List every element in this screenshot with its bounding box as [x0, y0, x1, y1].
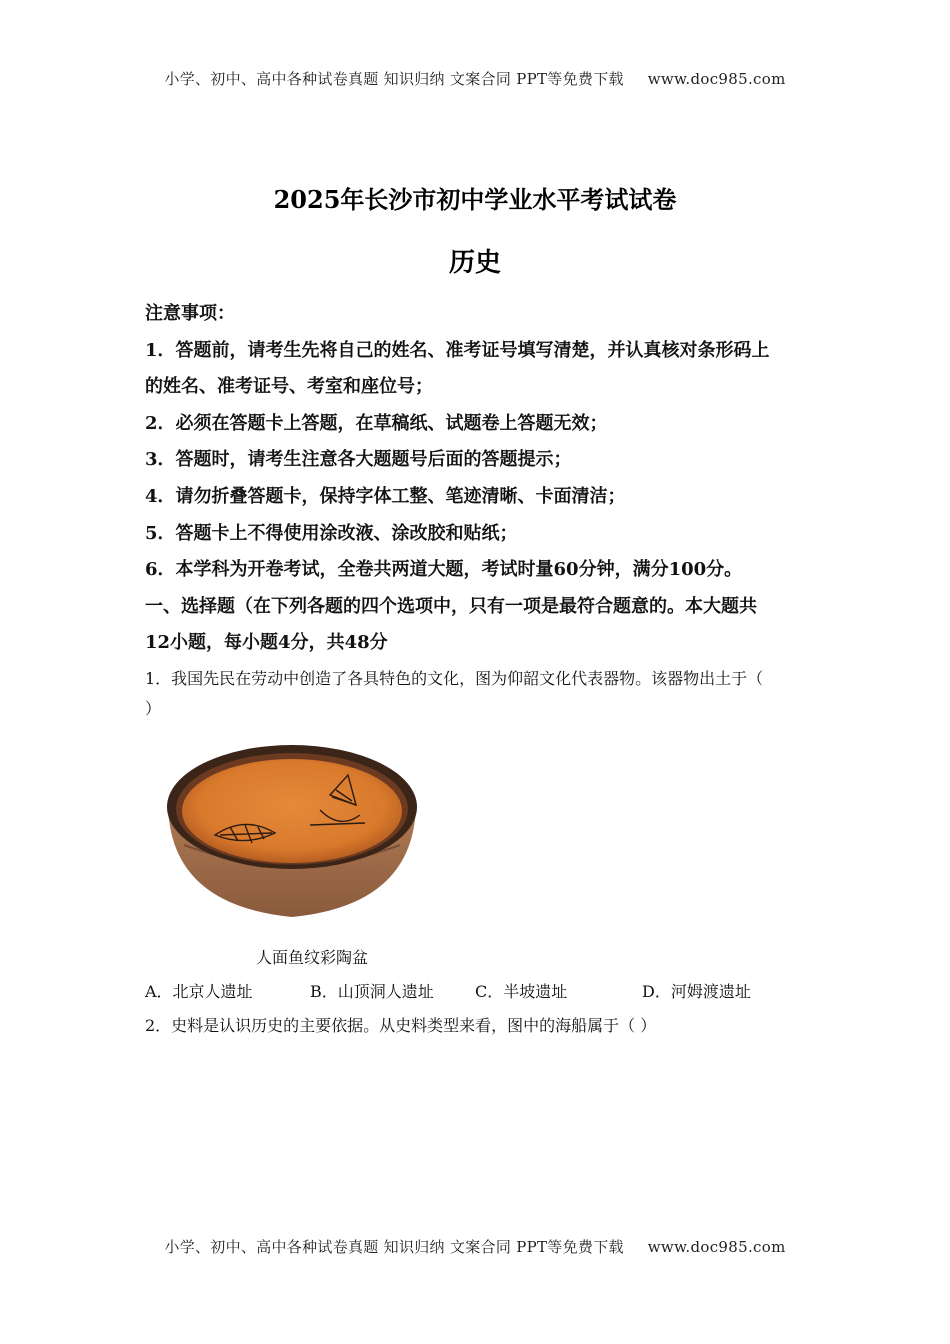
section-heading-line1: 一、选择题（在下列各题的四个选项中，只有一项是最符合题意的。本大题共 — [145, 595, 757, 617]
question-1-stem — [145, 664, 815, 724]
notice-item: 1．答题前，请考生先将自己的姓名、准考证号填写清楚，并认真核对条形码上 — [145, 339, 770, 361]
notice-section — [145, 296, 815, 724]
question-2-stem: 2．史料是认识历史的主要依据。从史料类型来看，图中的海船属于（ ） — [145, 1016, 657, 1035]
notice-heading: 注意事项： — [145, 303, 235, 324]
exam-title: 2025年长沙市初中学业水平考试试卷 — [273, 185, 677, 214]
notice-item: 的姓名、准考证号、考室和座位号； — [145, 376, 433, 398]
header-site-link[interactable]: www.doc985.com — [647, 70, 786, 88]
option-a[interactable]: A．北京人遗址 — [145, 982, 253, 1001]
option-b[interactable]: B．山顶洞人遗址 — [310, 982, 434, 1001]
notice-item: 5．答题卡上不得使用涂改液、涂改胶和贴纸； — [145, 522, 518, 544]
question-1-stem-line1: 1．我国先民在劳动中创造了各具特色的文化，图为仰韶文化代表器物。该器物出土于（ — [145, 668, 764, 688]
subject-title: 历史 — [448, 248, 501, 278]
notice-item: 6．本学科为开卷考试，全卷共两道大题，考试时量60分钟，满分100分。 — [145, 559, 743, 581]
footer-site-link[interactable]: www.doc985.com — [647, 1238, 786, 1256]
question-1-stem-line2: ） — [145, 698, 162, 718]
notice-item: 2．必须在答题卡上答题，在草稿纸、试题卷上答题无效； — [145, 412, 608, 434]
page-header — [0, 68, 950, 89]
option-c[interactable]: C．半坡遗址 — [475, 982, 568, 1001]
section-heading-line2: 12小题，每小题4分，共48分 — [145, 632, 388, 654]
painted-pottery-basin-image — [160, 735, 424, 923]
footer-text: 小学、初中、高中各种试卷真题 知识归纳 文案合同 PPT等免费下载 — [164, 1238, 624, 1256]
notice-item: 4．请勿折叠答题卡，保持字体工整、笔迹清晰、卡面清洁； — [145, 485, 626, 507]
header-text: 小学、初中、高中各种试卷真题 知识归纳 文案合同 PPT等免费下载 — [164, 70, 624, 88]
page-footer — [0, 1236, 950, 1257]
notice-item: 3．答题时，请考生注意各大题题号后面的答题提示； — [145, 449, 572, 471]
option-d[interactable]: D．河姆渡遗址 — [642, 982, 751, 1001]
figure-caption: 人面鱼纹彩陶盆 — [256, 948, 369, 967]
